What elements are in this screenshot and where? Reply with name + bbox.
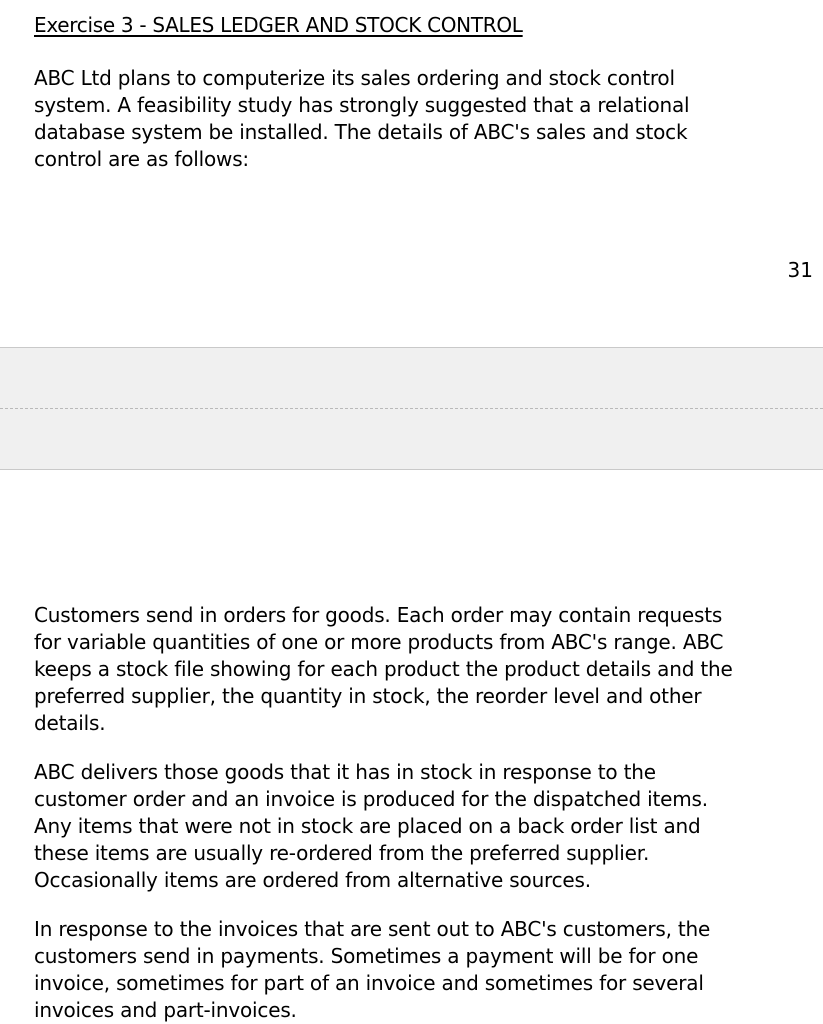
page-top xyxy=(0,0,823,347)
intro-paragraph: ABC Ltd plans to computerize its sales ordering and stock control system. A feasibility study has strongly suggested that a relational database system be installed. The details of ABC's sales and stock control are as follows: xyxy=(34,66,690,171)
page-number: 31 xyxy=(787,258,813,282)
orders-paragraph: Customers send in orders for goods. Each order may contain requests for variable quantities of one or more products from ABC's range. ABC keeps a stock file showing for each product the product details and the preferred supplier, the quantity in stock, the reorder level and other details. xyxy=(34,603,733,735)
delivery-paragraph: ABC delivers those goods that it has in stock in response to the customer order and an invoice is produced for the dispatched items. Any items that were not in stock are placed on a back order list and these items are usually re-ordered from the preferred supplier. Occasionally items are ordered from alternative sources. xyxy=(34,760,708,892)
exercise-title: Exercise 3 - SALES LEDGER AND STOCK CONTROL xyxy=(34,13,523,37)
page-break-dashed-line xyxy=(0,408,823,409)
payments-paragraph: In response to the invoices that are sent out to ABC's customers, the customers send in payments. Sometimes a payment will be for one invoice, sometimes for part of an invoice and sometimes for several invoices and part-invoices. xyxy=(34,917,711,1022)
page-break xyxy=(0,347,823,470)
